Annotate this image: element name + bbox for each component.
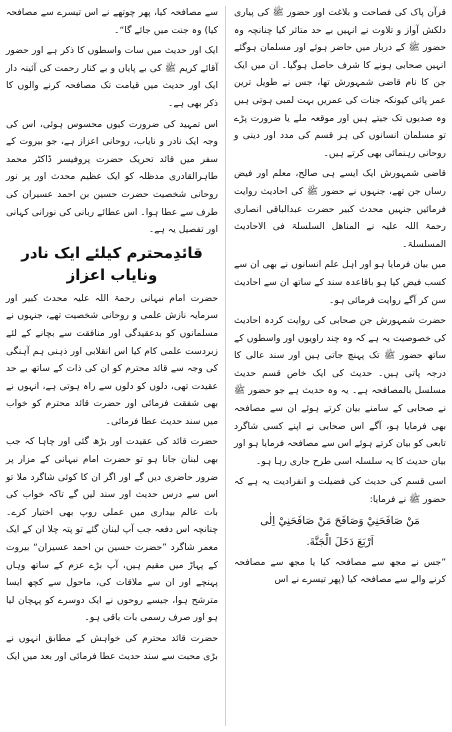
paragraph: حضرت قائد محترم کی خواہش کے مطابق انہوں نے بڑی محبت سے سند حدیث عطا فرمائی اور بعد میں ایک: [6, 633, 218, 662]
paragraph: قرآن پاک کی فصاحت و بلاغت اور حضور ﷺ کی پیاری دلکش آواز و تلاوت نے انہیں بے حد متاثر کیا چنانچہ وہ حضور ﷺ کے دربار میں حاضر ہوئے اور مسلمان ہوگئے انہیں صحابی ہونے کا شرف حاصل ہوگیا۔ ان میں ایک جن کا نام قاضی شمہورش تھا، جس نے طویل ترین عمر پائی کیونکہ جنات کی عمریں بہت لمبی ہوتی ہیں وہ صدیوں تک جیتے ہیں اور موقعہ ملے یا ضرورت پڑے تو مسلمان انسانوں کی ہر قسم کی مدد اور دینی و روحانی رہنمائی بھی کرتے ہیں۔: [234, 7, 446, 159]
paragraph: اس تمہید کی ضرورت کیوں محسوس ہوئی، اس کی وجہ ایک نادر و نایاب، روحانی اعزاز ہے، جو بیروت کے سفر میں قائد تحریک حضرت پروفیسر ڈاکٹر محمد طاہرالقادری مدظلہ کو ایک عظیم محدث اور پر نور روحانی شخصیت حضرت حسین بن احمد عسیران کی طرف سے عطا ہوا۔ اس عطائے ربانی کی نورانی کہانی اور تفصیل یہ ہے۔: [6, 118, 218, 236]
right-column: [234, 4, 446, 592]
column-divider: [225, 6, 226, 726]
arabic-hadith-line: اَرْبَعَ دَخَلَ الْجَنَّةَ.: [306, 535, 374, 548]
paragraph: میں بیان فرمایا ہو اور اہل علم انسانوں نے بھی ان سے کسب فیض کیا ہو باقاعدہ سند کے ساتھ ان سے احادیث سن کر آگے روایت فرمائی ہو۔: [234, 259, 446, 306]
paragraph: اسی قسم کی حدیث کی فضیلت و انفرادیت یہ ہے کہ حضور ﷺ نے فرمایا:: [234, 476, 446, 506]
paragraph: حضرت شمہورش جن صحابی کی روایت کردہ احادیث کی خصوصیت یہ ہے کہ وہ چند راویوں اور واسطوں کے ساتھ حضور ﷺ تک پہنچ جاتی ہیں اور سند عالی کا درجہ پاتی ہیں۔ حدیث کی ایک خاص قسم حدیث مسلسل بالمصافحہ ہے۔ یہ وہ حدیث ہے جو حضور ﷺ نے صحابی کے سامنے بیان کرتے ہوئے ان سے مصافحہ بھی فرمایا ہو، آگے اس صحابی نے اپنے کسی شاگرد تابعی کو بیان کرتے ہوئے اس سے مصافحہ فرمایا ہو اور بیان حدیث کا یہ سلسلہ اسی طرح جاری رہا ہو۔: [234, 315, 446, 467]
paragraph: ایک اور حدیث میں سات واسطوں کا ذکر ہے اور حضور آقائے کریم ﷺ کی بے پایاں و بے کنار رحمت کی آئینہ دار ایک اور حدیث میں قیامت تک مصافحہ کرنے والوں کا ذکر بھی ہے۔: [6, 45, 218, 109]
paragraph: قاضی شمہورش ایک ایسے ہی صالح، معلم اور فیض رساں جن تھے، جنہوں نے حضور ﷺ کی احادیث روایت فرمائیں جنہیں محدث کبیر حضرت عبدالباقی انصاری رحمۃ اللہ علیہ نے المناھل السلسلۃ فی الاحادیث المسلسلۃ۔: [234, 168, 446, 250]
paragraph: سے مصافحہ کیا، پھر چوتھے نے اس تیسرے سے مصافحہ کیا) وہ جنت میں جائے گا“۔: [6, 7, 218, 36]
hadith-translation: ”جس نے مجھ سے مصافحہ کیا یا مجھ سے مصافحہ کرنے والے سے مصافحہ کیا (پھر تیسرے نے اس: [234, 556, 446, 586]
left-column: [6, 4, 218, 668]
arabic-hadith-line: مَنْ صَافَحَنِيْ وَصَافَحَ مَنْ صَافَحَنِيْ اِلٰى: [260, 514, 420, 527]
section-heading: قائدِمحترم کیلئے ایک نادر ونایاب اعزاز: [21, 243, 203, 284]
paragraph: حضرت قائد کی عقیدت اور بڑھ گئی اور چاہا کہ جب بھی لبنان جانا ہو تو حضرت امام نبہانی کے مزار پر ضرور حاضری دیں گے اور اگر ان کا کوئی شاگرد ملا تو اس سے درس حدیث اور سند لیں گے تاکہ خواب کی بات عالم بیداری میں عملی روپ بھی اختیار کرے۔ چنانچہ اس دفعہ جب آپ لبنان گئے تو پتہ چلا ان کے ایک معمر شاگرد ”حضرت حسین بن احمد عسیران“ بیروت کے پہاڑ میں مقیم ہیں، آپ بڑے عزم کے ساتھ وہاں پہنچے اور ان سے ملاقات کی، ماحول سے کچھ ایسا مترشح ہوا، جیسے روحوں نے ایک دوسرے کو پہچان لیا ہو اور صرف رسمی بات باقی ہو۔: [6, 436, 218, 624]
paragraph: حضرت امام نبہانی رحمۃ اللہ علیہ محدث کبیر اور سرمایہ نازش علمی و روحانی شخصیت تھے، جنہوں نے مسلمانوں کو بدعقیدگی اور منافقت سے بچانے کے لئے زبردست علمی کام کیا اس انقلابی اور ذہنی ہم آہنگی کی وجہ سے قائد محترم کو ان کی ذات کے ساتھ بے حد عقیدت تھی، دلوں کو دلوں سے راہ ہوتی ہے، انہوں نے بھی شفقت فرمائی اور حضرت قائد محترم کو خواب میں سند حدیث عطا فرمائی۔: [6, 292, 218, 427]
